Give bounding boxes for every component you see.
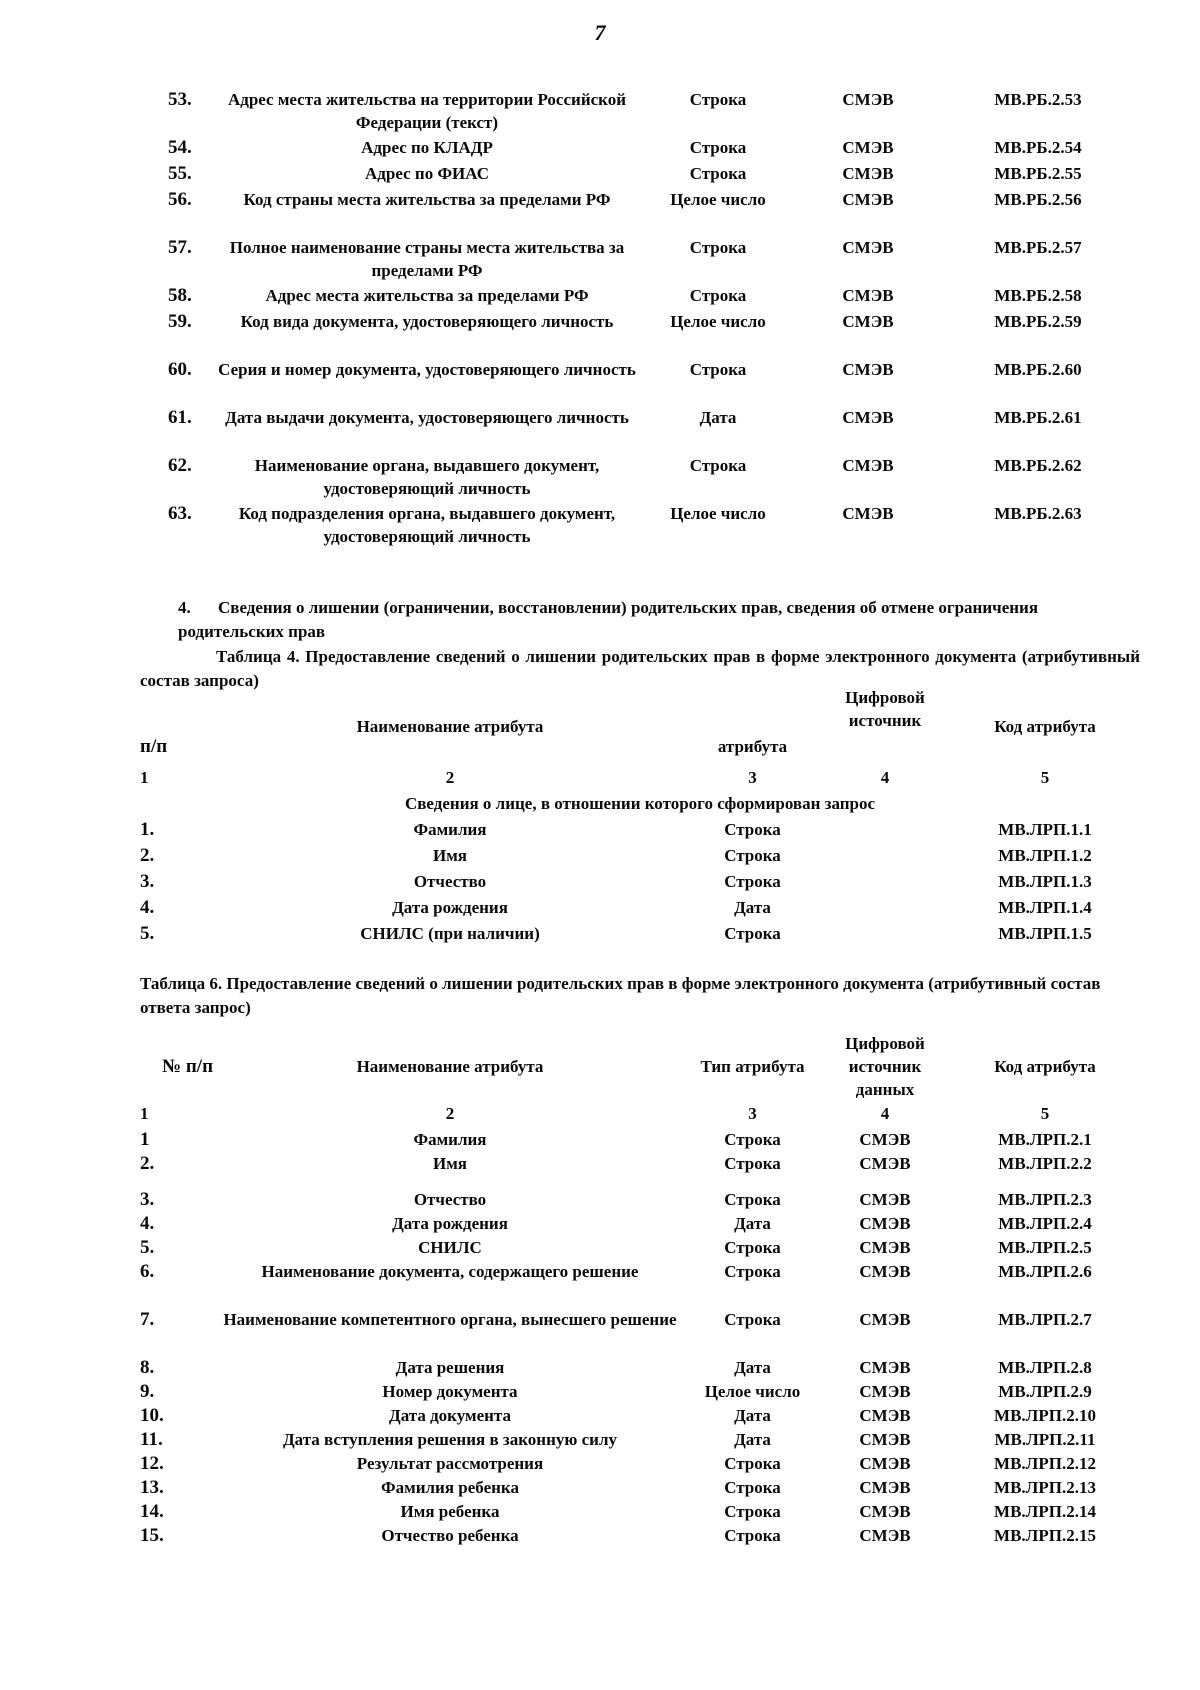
- row-number: 58.: [168, 285, 192, 306]
- row-number: 59.: [168, 311, 192, 332]
- row-number: 6.: [140, 1261, 155, 1282]
- attribute-name: Номер документа: [382, 1382, 518, 1401]
- table-row: [140, 1452, 1140, 1476]
- attribute-code: МВ.ЛРП.2.15: [994, 1526, 1096, 1545]
- attribute-code: МВ.ЛРП.2.1: [998, 1130, 1092, 1149]
- row-number: 63.: [168, 503, 192, 524]
- attribute-source: СМЭВ: [859, 1358, 911, 1377]
- attribute-source: СМЭВ: [859, 1154, 911, 1173]
- attribute-name: СНИЛС: [418, 1238, 482, 1257]
- table-row: [140, 1128, 1140, 1152]
- attribute-name: Код вида документа, удостоверяющего личность: [240, 312, 614, 331]
- table-row: [140, 1152, 1140, 1188]
- row-number: 7.: [140, 1309, 155, 1330]
- attribute-source: СМЭВ: [859, 1310, 911, 1329]
- attribute-source: СМЭВ: [859, 1238, 911, 1257]
- attribute-code: МВ.ЛРП.1.5: [998, 924, 1092, 943]
- attribute-type: Строка: [724, 1502, 781, 1521]
- attribute-source: [820, 818, 950, 844]
- attribute-type: Строка: [724, 846, 781, 865]
- column-number: 1: [140, 1104, 149, 1123]
- table-row: [168, 454, 1138, 502]
- attribute-code: МВ.ЛРП.1.4: [998, 898, 1092, 917]
- section-title: Сведения о лишении (ограничении, восстановлении) родительских прав, сведения об отмене ограничения родительских прав: [178, 598, 1039, 641]
- attribute-source: СМЭВ: [859, 1502, 911, 1521]
- attribute-name: Полное наименование страны места жительства за пределами РФ: [229, 238, 625, 280]
- column-number: 4: [880, 1104, 890, 1123]
- attribute-source: СМЭВ: [842, 190, 894, 209]
- row-number: 5.: [140, 1237, 155, 1258]
- column-number-row: [140, 766, 1140, 792]
- attribute-code: МВ.РБ.2.57: [994, 238, 1082, 257]
- header-type: атрибута: [717, 737, 788, 756]
- attribute-name: Наименование органа, выдавшего документ, удостоверяющий личность: [254, 456, 600, 498]
- attribute-source: СМЭВ: [842, 312, 894, 331]
- row-number: 9.: [140, 1381, 155, 1402]
- attribute-type: Строка: [724, 1478, 781, 1497]
- header-code: Код атрибута: [994, 716, 1096, 736]
- table-header-row: [140, 686, 1140, 766]
- attribute-source: [820, 896, 950, 922]
- attribute-type: Строка: [724, 1454, 781, 1473]
- attribute-code: МВ.РБ.2.54: [994, 138, 1082, 157]
- attribute-name: Дата документа: [389, 1406, 511, 1425]
- attribute-code: МВ.ЛРП.2.13: [994, 1478, 1096, 1497]
- attribute-code: МВ.РБ.2.59: [994, 312, 1082, 331]
- attribute-type: Строка: [689, 456, 747, 475]
- attribute-type: Строка: [689, 138, 747, 157]
- column-number: 4: [880, 768, 890, 787]
- table-row: [140, 1236, 1140, 1260]
- attribute-code: МВ.ЛРП.2.14: [994, 1502, 1096, 1521]
- table-row: [140, 1356, 1140, 1380]
- attribute-type: Строка: [724, 872, 781, 891]
- row-number: 13.: [140, 1477, 164, 1498]
- attribute-name: Имя ребенка: [400, 1502, 500, 1521]
- table-row: [140, 922, 1140, 948]
- table-row: [140, 870, 1140, 896]
- attribute-type: Дата: [699, 408, 737, 427]
- request-attributes-table: [140, 686, 1140, 948]
- attribute-type: Строка: [724, 1130, 781, 1149]
- attribute-type: Целое число: [670, 312, 766, 331]
- table-row: [140, 1476, 1140, 1500]
- attribute-type: Строка: [724, 1310, 781, 1329]
- attribute-type: Строка: [724, 1526, 781, 1545]
- table-row: [168, 136, 1138, 162]
- table-row: [140, 1380, 1140, 1404]
- attribute-code: МВ.ЛРП.1.1: [998, 820, 1092, 839]
- table-row: [140, 1524, 1140, 1548]
- attribute-name: Отчество ребенка: [381, 1526, 519, 1545]
- table-header-row: [140, 1030, 1140, 1102]
- table-row: [140, 896, 1140, 922]
- row-number: 12.: [140, 1453, 164, 1474]
- column-number: 3: [748, 768, 757, 787]
- attribute-source: СМЭВ: [859, 1190, 911, 1209]
- table-row: [168, 188, 1138, 236]
- attribute-source: СМЭВ: [842, 408, 894, 427]
- table-row: [168, 502, 1138, 550]
- attribute-type: Строка: [724, 924, 781, 943]
- header-name: Наименование атрибута: [356, 716, 544, 736]
- attribute-type: Строка: [689, 164, 747, 183]
- attribute-name: Дата выдачи документа, удостоверяющего личность: [225, 408, 629, 427]
- header-num: п/п: [140, 736, 168, 757]
- table-row: [168, 310, 1138, 358]
- header-source: Цифровой источник: [845, 688, 925, 730]
- column-number: 2: [445, 768, 455, 787]
- attribute-type: Строка: [724, 1262, 781, 1281]
- table-row: [140, 1188, 1140, 1212]
- row-number: 2.: [140, 845, 155, 866]
- table-row: [140, 1260, 1140, 1308]
- row-number: 5.: [140, 923, 155, 944]
- attribute-name: Дата рождения: [392, 898, 508, 917]
- attribute-code: МВ.ЛРП.2.9: [998, 1382, 1092, 1401]
- table-row: [140, 1500, 1140, 1524]
- table-row: [168, 162, 1138, 188]
- attribute-name: СНИЛС (при наличии): [360, 924, 540, 943]
- attribute-name: Код подразделения органа, выдавшего документ, удостоверяющий личность: [238, 504, 616, 546]
- attribute-name: Результат рассмотрения: [356, 1454, 544, 1473]
- attribute-name: Отчество: [413, 1190, 487, 1209]
- attribute-code: МВ.ЛРП.2.2: [998, 1154, 1092, 1173]
- attribute-source: [820, 870, 950, 896]
- header-source: Цифровой источник данных: [845, 1033, 925, 1099]
- row-number: 1.: [140, 819, 155, 840]
- row-number: 56.: [168, 189, 192, 210]
- table-row: [168, 284, 1138, 310]
- attribute-name: Дата решения: [395, 1358, 505, 1377]
- attribute-source: СМЭВ: [859, 1406, 911, 1425]
- attribute-name: Адрес по КЛАДР: [361, 138, 493, 157]
- attribute-source: СМЭВ: [859, 1214, 911, 1233]
- attribute-type: Строка: [689, 90, 747, 109]
- header-num: № п/п: [162, 1055, 214, 1077]
- attribute-code: МВ.ЛРП.1.3: [998, 872, 1092, 891]
- attribute-type: Строка: [724, 1154, 781, 1173]
- row-number: 55.: [168, 163, 192, 184]
- table-row: [140, 1404, 1140, 1428]
- attribute-type: Строка: [724, 1238, 781, 1257]
- attribute-source: СМЭВ: [859, 1262, 911, 1281]
- attribute-name: Имя: [433, 1154, 467, 1173]
- table-row: [168, 406, 1138, 454]
- table-row: [168, 236, 1138, 284]
- attribute-name: Адрес места жительства на территории Российской Федерации (текст): [227, 90, 627, 132]
- attribute-source: [820, 844, 950, 870]
- row-number: 53.: [168, 89, 192, 110]
- attribute-name: Фамилия ребенка: [381, 1478, 519, 1497]
- attribute-code: МВ.ЛРП.2.3: [998, 1190, 1092, 1209]
- attribute-type: Дата: [734, 1430, 771, 1449]
- row-number: 1: [140, 1129, 150, 1150]
- attribute-source: СМЭВ: [859, 1130, 911, 1149]
- header-type: Тип атрибута: [700, 1056, 805, 1076]
- attribute-name: Наименование документа, содержащего решение: [261, 1262, 639, 1281]
- attribute-source: СМЭВ: [842, 238, 894, 257]
- row-number: 57.: [168, 237, 192, 258]
- attribute-type: Дата: [734, 1214, 771, 1233]
- attribute-code: МВ.РБ.2.62: [994, 456, 1082, 475]
- attribute-code: МВ.ЛРП.2.7: [998, 1310, 1092, 1329]
- attribute-code: МВ.ЛРП.2.8: [998, 1358, 1092, 1377]
- row-number: 3.: [140, 871, 155, 892]
- attribute-code: МВ.ЛРП.2.6: [998, 1262, 1092, 1281]
- attribute-name: Серия и номер документа, удостоверяющего личность: [218, 360, 636, 379]
- attribute-code: МВ.РБ.2.61: [994, 408, 1082, 427]
- table-row: [168, 358, 1138, 406]
- attribute-name: Фамилия: [413, 820, 487, 839]
- attribute-source: СМЭВ: [842, 138, 894, 157]
- page-number: 7: [594, 20, 606, 45]
- attribute-code: МВ.РБ.2.63: [994, 504, 1082, 523]
- table-row: [140, 1428, 1140, 1452]
- attribute-code: МВ.ЛРП.2.4: [998, 1214, 1092, 1233]
- attribute-source: СМЭВ: [859, 1478, 911, 1497]
- table-row: [168, 88, 1138, 136]
- table-row: [140, 818, 1140, 844]
- attribute-type: Строка: [689, 286, 747, 305]
- attribute-source: СМЭВ: [842, 90, 894, 109]
- attribute-type: Целое число: [670, 190, 766, 209]
- attribute-type: Дата: [734, 1406, 771, 1425]
- attribute-type: Строка: [724, 820, 781, 839]
- attribute-source: СМЭВ: [842, 286, 894, 305]
- row-number: 15.: [140, 1525, 164, 1546]
- response-attributes-table: [140, 1030, 1140, 1548]
- row-number: 54.: [168, 137, 192, 158]
- row-number: 14.: [140, 1501, 164, 1522]
- attribute-source: СМЭВ: [859, 1526, 911, 1545]
- attribute-type: Строка: [724, 1190, 781, 1209]
- attribute-type: Целое число: [704, 1382, 801, 1401]
- row-number: 2.: [140, 1153, 155, 1174]
- column-number: 5: [1040, 768, 1050, 787]
- row-number: 10.: [140, 1405, 164, 1426]
- attribute-code: МВ.ЛРП.2.5: [998, 1238, 1092, 1257]
- attribute-type: Дата: [734, 1358, 771, 1377]
- attribute-type: Дата: [734, 898, 771, 917]
- attribute-code: МВ.ЛРП.2.12: [994, 1454, 1096, 1473]
- table-row: [140, 1212, 1140, 1236]
- attribute-code: МВ.ЛРП.2.10: [994, 1406, 1096, 1425]
- attribute-code: МВ.РБ.2.55: [994, 164, 1082, 183]
- table4-caption-text: Таблица 4. Предоставление сведений о лишении родительских прав в форме электронного документа (атрибутивный состав запроса): [140, 647, 1140, 690]
- attribute-name: Фамилия: [413, 1130, 487, 1149]
- table-row: [140, 1308, 1140, 1356]
- attribute-source: СМЭВ: [859, 1382, 911, 1401]
- attribute-source: [820, 922, 950, 948]
- row-number: 4.: [140, 897, 155, 918]
- header-code: Код атрибута: [994, 1056, 1096, 1076]
- attribute-type: Строка: [689, 360, 747, 379]
- attribute-name: Код страны места жительства за пределами РФ: [243, 190, 611, 209]
- attribute-name: Адрес места жительства за пределами РФ: [265, 286, 589, 305]
- column-number: 2: [445, 1104, 455, 1123]
- table-row: [140, 844, 1140, 870]
- attribute-source: СМЭВ: [859, 1430, 911, 1449]
- row-number: 8.: [140, 1357, 155, 1378]
- attribute-code: МВ.ЛРП.1.2: [998, 846, 1092, 865]
- attribute-code: МВ.РБ.2.53: [994, 90, 1082, 109]
- row-number: 4.: [140, 1213, 155, 1234]
- attribute-code: МВ.РБ.2.58: [994, 286, 1082, 305]
- attribute-name: Отчество: [413, 872, 487, 891]
- table6-caption: Таблица 6. Предоставление сведений о лишении родительских прав в форме электронного документа (атрибутивный состав ответа запрос): [140, 974, 1101, 1017]
- table-section-row: [140, 792, 1140, 818]
- attribute-name: Дата рождения: [392, 1214, 508, 1233]
- column-number: 3: [748, 1104, 757, 1123]
- attribute-source: СМЭВ: [859, 1454, 911, 1473]
- attribute-code: МВ.РБ.2.60: [994, 360, 1082, 379]
- row-number: 61.: [168, 407, 192, 428]
- row-number: 60.: [168, 359, 192, 380]
- attribute-type: Целое число: [670, 504, 766, 523]
- row-number: 11.: [140, 1429, 163, 1450]
- row-number: 62.: [168, 455, 192, 476]
- attribute-code: МВ.РБ.2.56: [994, 190, 1082, 209]
- attribute-source: СМЭВ: [842, 504, 894, 523]
- column-number-row: [140, 1102, 1140, 1128]
- attribute-name: Дата вступления решения в законную силу: [282, 1430, 617, 1449]
- attribute-name: Адрес по ФИАС: [365, 164, 489, 183]
- column-number: 1: [140, 768, 149, 787]
- attribute-name: Наименование компетентного органа, вынесшего решение: [223, 1310, 677, 1329]
- attribute-source: СМЭВ: [842, 360, 894, 379]
- attribute-name: Имя: [433, 846, 467, 865]
- column-number: 5: [1040, 1104, 1050, 1123]
- attribute-source: СМЭВ: [842, 456, 894, 475]
- section-number: 4.: [178, 598, 191, 617]
- attribute-table-continued: [168, 88, 1138, 550]
- attribute-type: Строка: [689, 238, 747, 257]
- row-number: 3.: [140, 1189, 155, 1210]
- header-name: Наименование атрибута: [356, 1056, 544, 1076]
- section-heading: [178, 596, 1118, 644]
- attribute-source: СМЭВ: [842, 164, 894, 183]
- table-section-title: Сведения о лице, в отношении которого сформирован запрос: [404, 794, 876, 813]
- attribute-code: МВ.ЛРП.2.11: [994, 1430, 1096, 1449]
